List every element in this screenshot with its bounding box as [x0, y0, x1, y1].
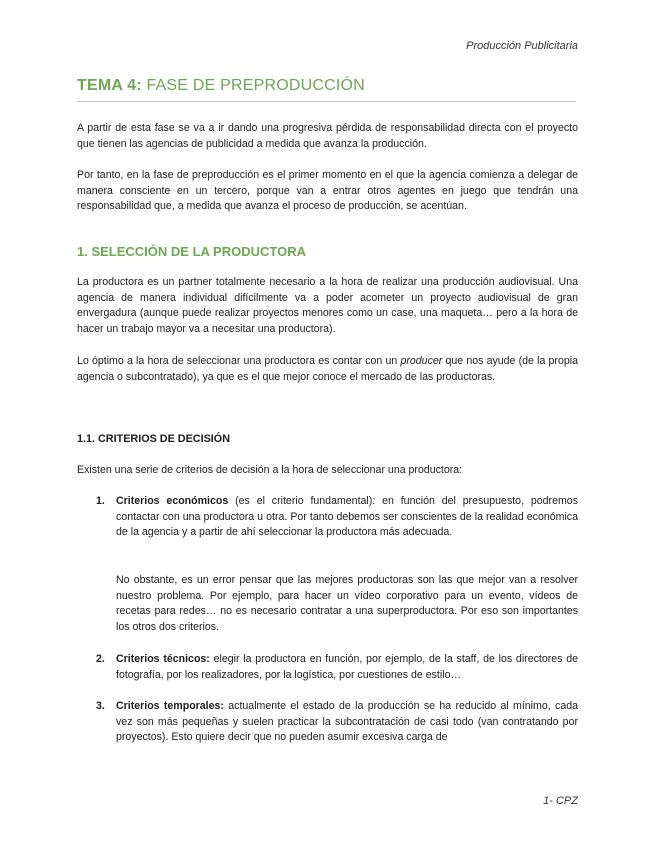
list-item-technical	[116, 652, 578, 683]
section-paragraph-2-end: que nos ayude (de la propia agencia o subcontratado), ya que es el que mejor conoce el mercado de las productoras.	[77, 355, 578, 383]
section-paragraph-2-start: Lo óptimo a la hora de seleccionar una productora es contar con un	[77, 355, 401, 367]
list-item-title: Criterios económicos	[116, 495, 229, 507]
running-header: Producción Publicitaria	[466, 40, 578, 52]
intro-paragraph-2: Por tanto, en la fase de preproducción es el primer momento en el que la agencia comienza a delegar de manera consciente en un tercero, porque van a entrar otros agentes en juego que tendrán una responsabilidad que, a medida que avanza el proceso de producción, se acentúan.	[77, 169, 578, 212]
list-item-text: (es el criterio fundamental): en función del presupuesto, podremos contactar con una productora u otra. Por tanto debemos ser conscientes de la realidad económica de la agencia y a partir de ahí seleccionar la productora más adecuada.	[116, 495, 578, 538]
subsection-heading: 1.1. CRITERIOS DE DECISIÓN	[77, 433, 230, 445]
list-item-temporal	[116, 699, 578, 746]
section-paragraph-1: La productora es un partner totalmente necesario a la hora de realizar una producción audiovisual. Una agencia de manera individual difícilmente va a poder acometer un proyecto audiovisual de gran envergadura (aunque puede realizar proyectos menores como un case, una maqueta… pero a la hora de hacer un trabajo mayor va a necesitar una productora).	[77, 276, 578, 335]
chapter-title-text: FASE DE PREPRODUCCIÓN	[146, 77, 365, 94]
title-divider	[77, 101, 576, 102]
list-item-number: 3.	[96, 700, 105, 712]
list-item-economic-note: No obstante, es un error pensar que las mejores productoras son las que mejor van a resolver nuestro problema. Por ejemplo, para hacer un vídeo corporativo para un evento, vídeos de recetas para redes… no es necesario contratar a una superproductora. Por eso son importantes los otros dos criterios.	[116, 574, 578, 633]
list-item-text: elegir la productora en función, por ejemplo, de la staff, de los directores de fotografía, por los realizadores, por la logística, por cuestiones de estilo…	[116, 653, 578, 681]
chapter-title	[77, 77, 365, 95]
subsection-intro: Existen una serie de criterios de decisión a la hora de seleccionar una productora:	[77, 464, 463, 476]
list-item-number: 1.	[96, 495, 105, 507]
producer-term: producer	[400, 355, 443, 367]
list-item-number: 2.	[96, 653, 105, 665]
intro-paragraph-1: A partir de esta fase se va a ir dando una progresiva pérdida de responsabilidad directa con el proyecto que tienen las agencias de publicidad a medida que avanza la producción.	[77, 122, 578, 150]
list-item-economic	[116, 494, 578, 541]
section-paragraph-2	[77, 354, 578, 385]
chapter-number: TEMA 4:	[77, 77, 142, 94]
section-heading: 1. SELECCIÓN DE LA PRODUCTORA	[77, 244, 306, 259]
page-number: 1- CPZ	[543, 795, 578, 807]
list-item-title: Criterios técnicos:	[116, 653, 210, 665]
list-item-text: actualmente el estado de la producción se ha reducido al mínimo, cada vez son más pequeñas y suelen practicar la subcontratación de casi todo (van contratando por proyectos). Esto quiere decir que no pueden asumir excesiva carga de	[116, 700, 578, 743]
list-item-title: Criterios temporales:	[116, 700, 224, 712]
